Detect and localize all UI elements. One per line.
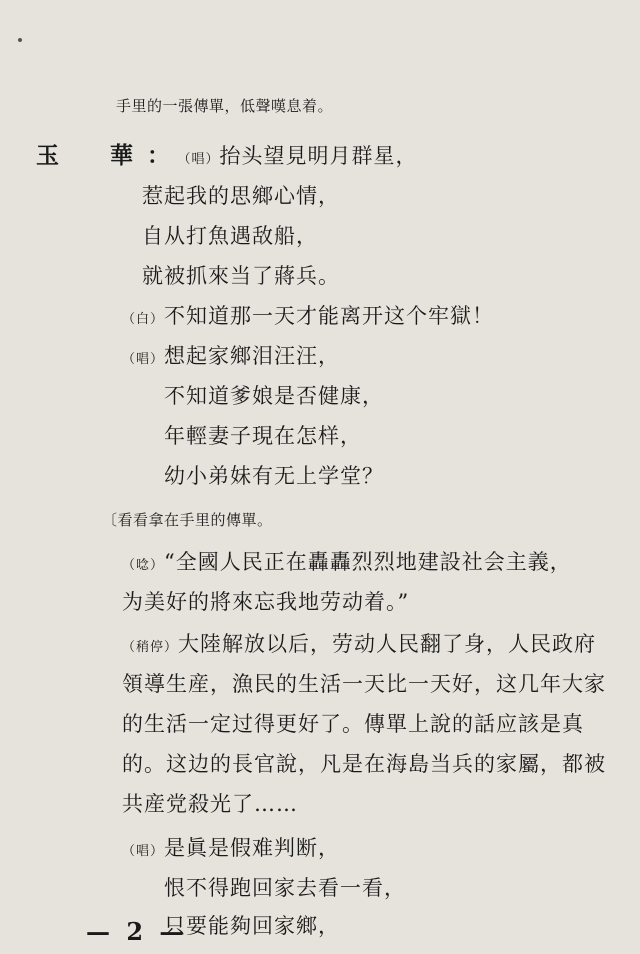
prose-line-1: 大陸解放以后，劳动人民翻了身，人民政府 — [178, 632, 597, 656]
verse3-line-2: 恨不得跑回家去看一看， — [164, 876, 406, 900]
verse2-line-3: 年輕妻子現在怎样， — [164, 424, 362, 448]
prose-line-1-row — [122, 630, 596, 662]
speaker-name: 玉 華： — [36, 142, 184, 169]
read-line-1-row — [122, 548, 572, 580]
stage-direction-top: 手里的一張傳單，低聲嘆息着。 — [116, 97, 334, 115]
cue-sing-2: （唱） — [122, 352, 165, 367]
verse2-line-2: 不知道爹娘是否健康， — [164, 384, 384, 408]
verse2-line-1: 想起家鄉泪汪汪， — [164, 344, 341, 368]
verse3-line-3: 只要能夠回家鄉， — [164, 914, 340, 938]
verse1-line-4: 就被抓來当了蔣兵。 — [142, 264, 340, 288]
stage-direction-mid: 〔看看拿在手里的傳單。 — [102, 511, 273, 529]
read-line-2: 为美好的將來忘我地劳动着。” — [122, 590, 410, 614]
page-number: — 2 — — [86, 917, 188, 946]
prose-line-4: 的。这边的長官說，凡是在海島当兵的家屬，都被 — [122, 752, 606, 776]
cue-speak: （白） — [122, 312, 165, 327]
cue-read: （唸） — [122, 558, 165, 573]
verse-line-1 — [36, 142, 418, 174]
cue-pause: （稍停） — [122, 640, 179, 655]
read-line-1: “全國人民正在轟轟烈烈地建設社会主義， — [164, 550, 572, 574]
verse2-line-1-row — [122, 342, 340, 374]
verse3-line-1: 是眞是假难判断， — [164, 836, 341, 860]
print-speck — [18, 38, 22, 42]
prose-line-2: 領導生産，漁民的生活一天比一天好，这几年大家 — [122, 672, 606, 696]
prose-line-3: 的生活一定过得更好了。傳單上說的話应該是真 — [122, 712, 584, 736]
spoken-text: 不知道那一天才能离开这个牢獄！ — [164, 304, 495, 328]
cue-sing-1: （唱） — [184, 152, 220, 167]
prose-line-5: 共産党殺光了…… — [122, 792, 298, 816]
verse2-line-4: 幼小弟妹有无上学堂？ — [164, 464, 384, 488]
verse1-line-3: 自从打魚遇敌船， — [142, 224, 318, 248]
verse1-line-2: 惹起我的思鄉心情， — [142, 184, 340, 208]
cue-sing-3: （唱） — [122, 844, 165, 859]
verse1-line-1: 抬头望見明月群星， — [219, 144, 418, 168]
spoken-line — [122, 302, 494, 334]
verse3-line-1-row — [122, 834, 340, 866]
